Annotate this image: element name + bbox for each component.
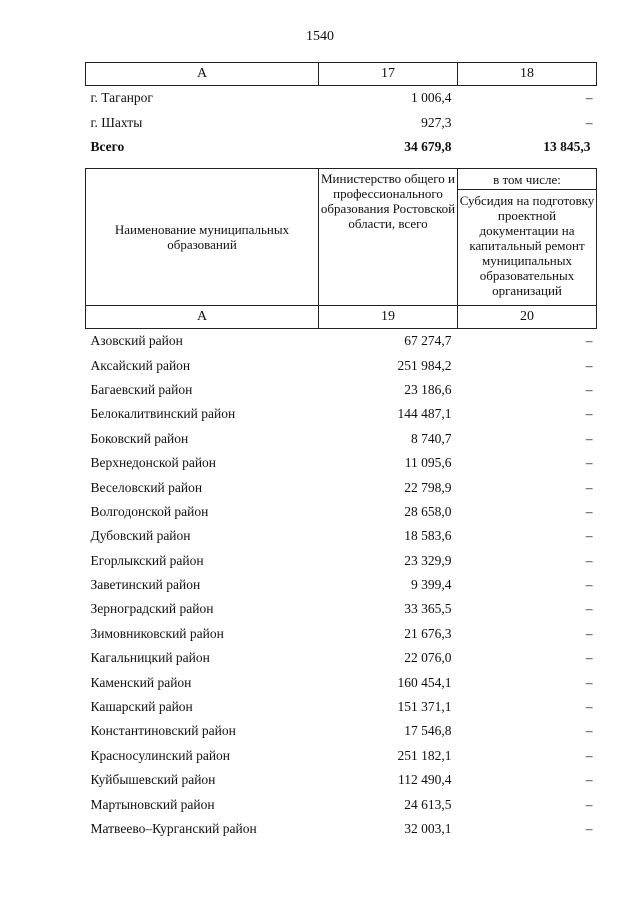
- district-value: 251 984,2: [397, 357, 452, 373]
- district-name: Веселовский район: [90, 479, 203, 495]
- district-value: 8 740,7: [411, 430, 452, 446]
- district-value: 67 274,7: [404, 333, 452, 349]
- district-value-2: –: [585, 723, 593, 739]
- district-value: 112 490,4: [398, 772, 452, 788]
- district-name: Белокалитвинский район: [90, 406, 236, 422]
- table-row: [86, 524, 597, 548]
- district-value: 9 399,4: [411, 577, 452, 593]
- district-value: 21 676,3: [404, 625, 452, 641]
- district-value-2: –: [585, 821, 593, 836]
- including-header: в том числе:: [458, 169, 597, 190]
- district-value-2: –: [585, 601, 593, 617]
- table-row: [86, 670, 597, 694]
- district-value: 11 095,6: [404, 455, 452, 471]
- district-name: Дубовский район: [90, 528, 191, 544]
- district-value-2: –: [585, 674, 593, 690]
- table-row: [86, 695, 597, 719]
- table-row: [86, 378, 597, 402]
- district-name: Константиновский район: [90, 723, 236, 739]
- table-row: [86, 86, 597, 111]
- table-row: [86, 646, 597, 670]
- district-value-2: –: [585, 503, 593, 519]
- total-value: 34 679,8: [404, 138, 452, 154]
- district-name: Мартыновский район: [90, 796, 215, 812]
- top-table-body: [86, 86, 597, 135]
- district-value-2: –: [585, 772, 593, 788]
- table-row: [86, 573, 597, 597]
- municipal-header: Наименование муниципальных образований: [86, 169, 319, 306]
- col-18-header: 18: [458, 63, 597, 86]
- district-name: Зерноградский район: [90, 601, 214, 617]
- district-name: Кашарский район: [90, 699, 193, 715]
- district-name: Боковский район: [90, 430, 189, 446]
- district-value: 24 613,5: [404, 796, 452, 812]
- district-name: Аксайский район: [90, 357, 191, 373]
- col-20-index: 20: [458, 306, 597, 329]
- district-name: Азовский район: [90, 333, 183, 349]
- table-row: [86, 719, 597, 743]
- table-row: [86, 622, 597, 646]
- district-value: 160 454,1: [397, 674, 452, 690]
- district-value: 32 003,1: [404, 821, 452, 836]
- district-value: 927,3: [421, 114, 452, 130]
- district-value-2: –: [585, 381, 593, 397]
- district-value: 23 329,9: [404, 552, 452, 568]
- district-value: 251 182,1: [397, 747, 452, 763]
- table-row: [86, 329, 597, 354]
- district-name: Заветинский район: [90, 577, 201, 593]
- total-value-2: 13 845,3: [543, 138, 591, 154]
- district-value-2: –: [585, 699, 593, 715]
- district-value: 18 583,6: [404, 528, 452, 544]
- district-name: Багаевский район: [90, 381, 193, 397]
- district-value: 28 658,0: [404, 503, 452, 519]
- table-row: [86, 427, 597, 451]
- district-value: 22 798,9: [404, 479, 452, 495]
- table-row: [86, 744, 597, 768]
- table-row: [86, 500, 597, 524]
- main-index-row: [86, 306, 597, 329]
- page-number: 1540: [306, 29, 334, 44]
- total-label: Всего: [90, 138, 125, 154]
- district-name: Каменский район: [90, 674, 192, 690]
- district-name: Егорлыкский район: [90, 552, 204, 568]
- district-value-2: –: [585, 796, 593, 812]
- ministry-header: Министерство общего и профессионального образования Ростовской области, всего: [319, 169, 458, 306]
- district-value-2: –: [585, 357, 593, 373]
- main-table: [85, 168, 597, 841]
- table-row: [86, 768, 597, 792]
- table-row: [86, 597, 597, 621]
- column-index-header: [86, 63, 597, 86]
- main-table-header: [86, 169, 597, 190]
- col-a-index: А: [86, 306, 319, 329]
- district-name: Куйбышевский район: [90, 772, 216, 788]
- district-value: 1 006,4: [411, 90, 452, 106]
- district-value: 144 487,1: [397, 406, 452, 422]
- district-value: 17 546,8: [404, 723, 452, 739]
- district-name: Красносулинский район: [90, 747, 231, 763]
- col-19-index: 19: [319, 306, 458, 329]
- subsidy-header: Субсидия на подготовку проектной документации на капитальный ремонт муниципальных образовательных организаций: [458, 190, 597, 306]
- district-value: 33 365,5: [404, 601, 452, 617]
- district-value-2: –: [585, 747, 593, 763]
- district-name: г. Таганрог: [90, 90, 153, 106]
- district-value-2: –: [585, 455, 593, 471]
- district-value-2: –: [585, 577, 593, 593]
- district-value-2: –: [585, 333, 593, 349]
- table-row: [86, 353, 597, 377]
- district-value-2: –: [585, 528, 593, 544]
- table-row: [86, 110, 597, 134]
- district-value: 151 371,1: [397, 699, 452, 715]
- district-name: Зимовниковский район: [90, 625, 224, 641]
- district-name: Волгодонской район: [90, 503, 209, 519]
- district-name: Матвеево–Курганский район: [90, 821, 257, 836]
- district-value-2: –: [585, 552, 593, 568]
- district-value-2: –: [585, 479, 593, 495]
- district-name: Кагальницкий район: [90, 650, 210, 666]
- main-table-body: [86, 329, 597, 842]
- district-value: 22 076,0: [404, 650, 452, 666]
- district-name: г. Шахты: [90, 114, 143, 130]
- district-value-2: –: [585, 430, 593, 446]
- district-value: 23 186,6: [404, 381, 452, 397]
- table-row: [86, 475, 597, 499]
- district-value-2: –: [585, 406, 593, 422]
- table-row: [86, 451, 597, 475]
- district-value-2: –: [585, 650, 593, 666]
- district-value-2: –: [585, 625, 593, 641]
- table-row: [86, 817, 597, 841]
- table-row: [86, 402, 597, 426]
- table-row: [86, 792, 597, 816]
- district-name: Верхнедонской район: [90, 455, 217, 471]
- district-value-2: –: [585, 90, 593, 106]
- table-row: [86, 549, 597, 573]
- total-row: [86, 135, 597, 159]
- district-value-2: –: [585, 114, 593, 130]
- col-a-header: А: [86, 63, 319, 86]
- top-table: [85, 62, 597, 159]
- col-17-header: 17: [319, 63, 458, 86]
